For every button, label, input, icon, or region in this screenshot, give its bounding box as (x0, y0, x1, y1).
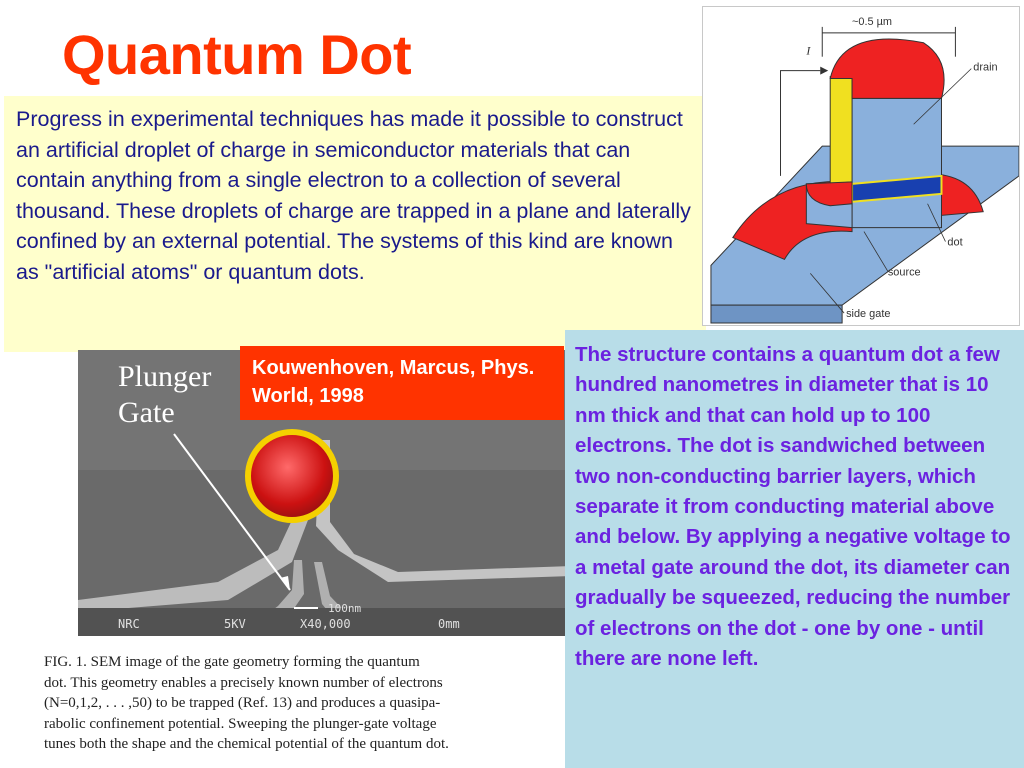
source-label: source (887, 266, 921, 279)
current-label: I (806, 43, 811, 58)
caption-line: (N=0,1,2, . . . ,50) to be trapped (Ref. 13) and produces a quasipa- (44, 695, 441, 711)
scale-label: ~0.5 µm (852, 15, 893, 28)
sem-corner-kv: 5KV (224, 617, 246, 631)
caption-line: dot. This geometry enables a precisely known number of electrons (44, 674, 443, 691)
slide-title: Quantum Dot (62, 23, 412, 86)
caption-line: FIG. 1. SEM image of the gate geometry forming the quantum (44, 654, 420, 670)
quantum-dot-diagram (702, 6, 1020, 326)
side-gate-label: side gate (846, 308, 891, 321)
caption-line: rabolic confinement potential. Sweeping the plunger-gate voltage (44, 715, 437, 732)
structure-text-box: The structure contains a quantum dot a few hundred nanometres in diameter that is 10 nm thick and that can hold up to 100 electrons. The dot is sandwiched between two non-conducting barrier layers, which separate it from conducting material above and below. By applying a negative voltage to a metal gate around the dot, its diameter can gradually be squeezed, reducing the number of electrons on the dot - one by one - until there are none left. (565, 330, 1024, 768)
figure-caption (44, 652, 566, 762)
plunger-label-line2: Gate (118, 396, 175, 429)
plunger-label-line1: Plunger (118, 360, 212, 393)
drain-label: drain (973, 61, 998, 74)
intro-text-box: Progress in experimental techniques has made it possible to construct an artificial droplet of charge in semiconductor materials that can contain anything from a single electron to a collection of several thousand. These droplets of charge are trapped in a plane and laterally confined by an external potential. The systems of this kind are known as "artificial atoms" or quantum dots. (4, 96, 706, 352)
sem-corner-right: 0mm (438, 617, 460, 631)
sem-corner-left: NRC (118, 617, 140, 631)
sem-scale-text: 100nm (328, 602, 362, 615)
caption-line: tunes both the shape and the chemical potential of the quantum dot. (44, 736, 449, 752)
sem-mag-text: X40,000 (300, 617, 351, 631)
citation-box: Kouwenhoven, Marcus, Phys. World, 1998 (240, 346, 564, 420)
dot-label: dot (947, 236, 963, 249)
